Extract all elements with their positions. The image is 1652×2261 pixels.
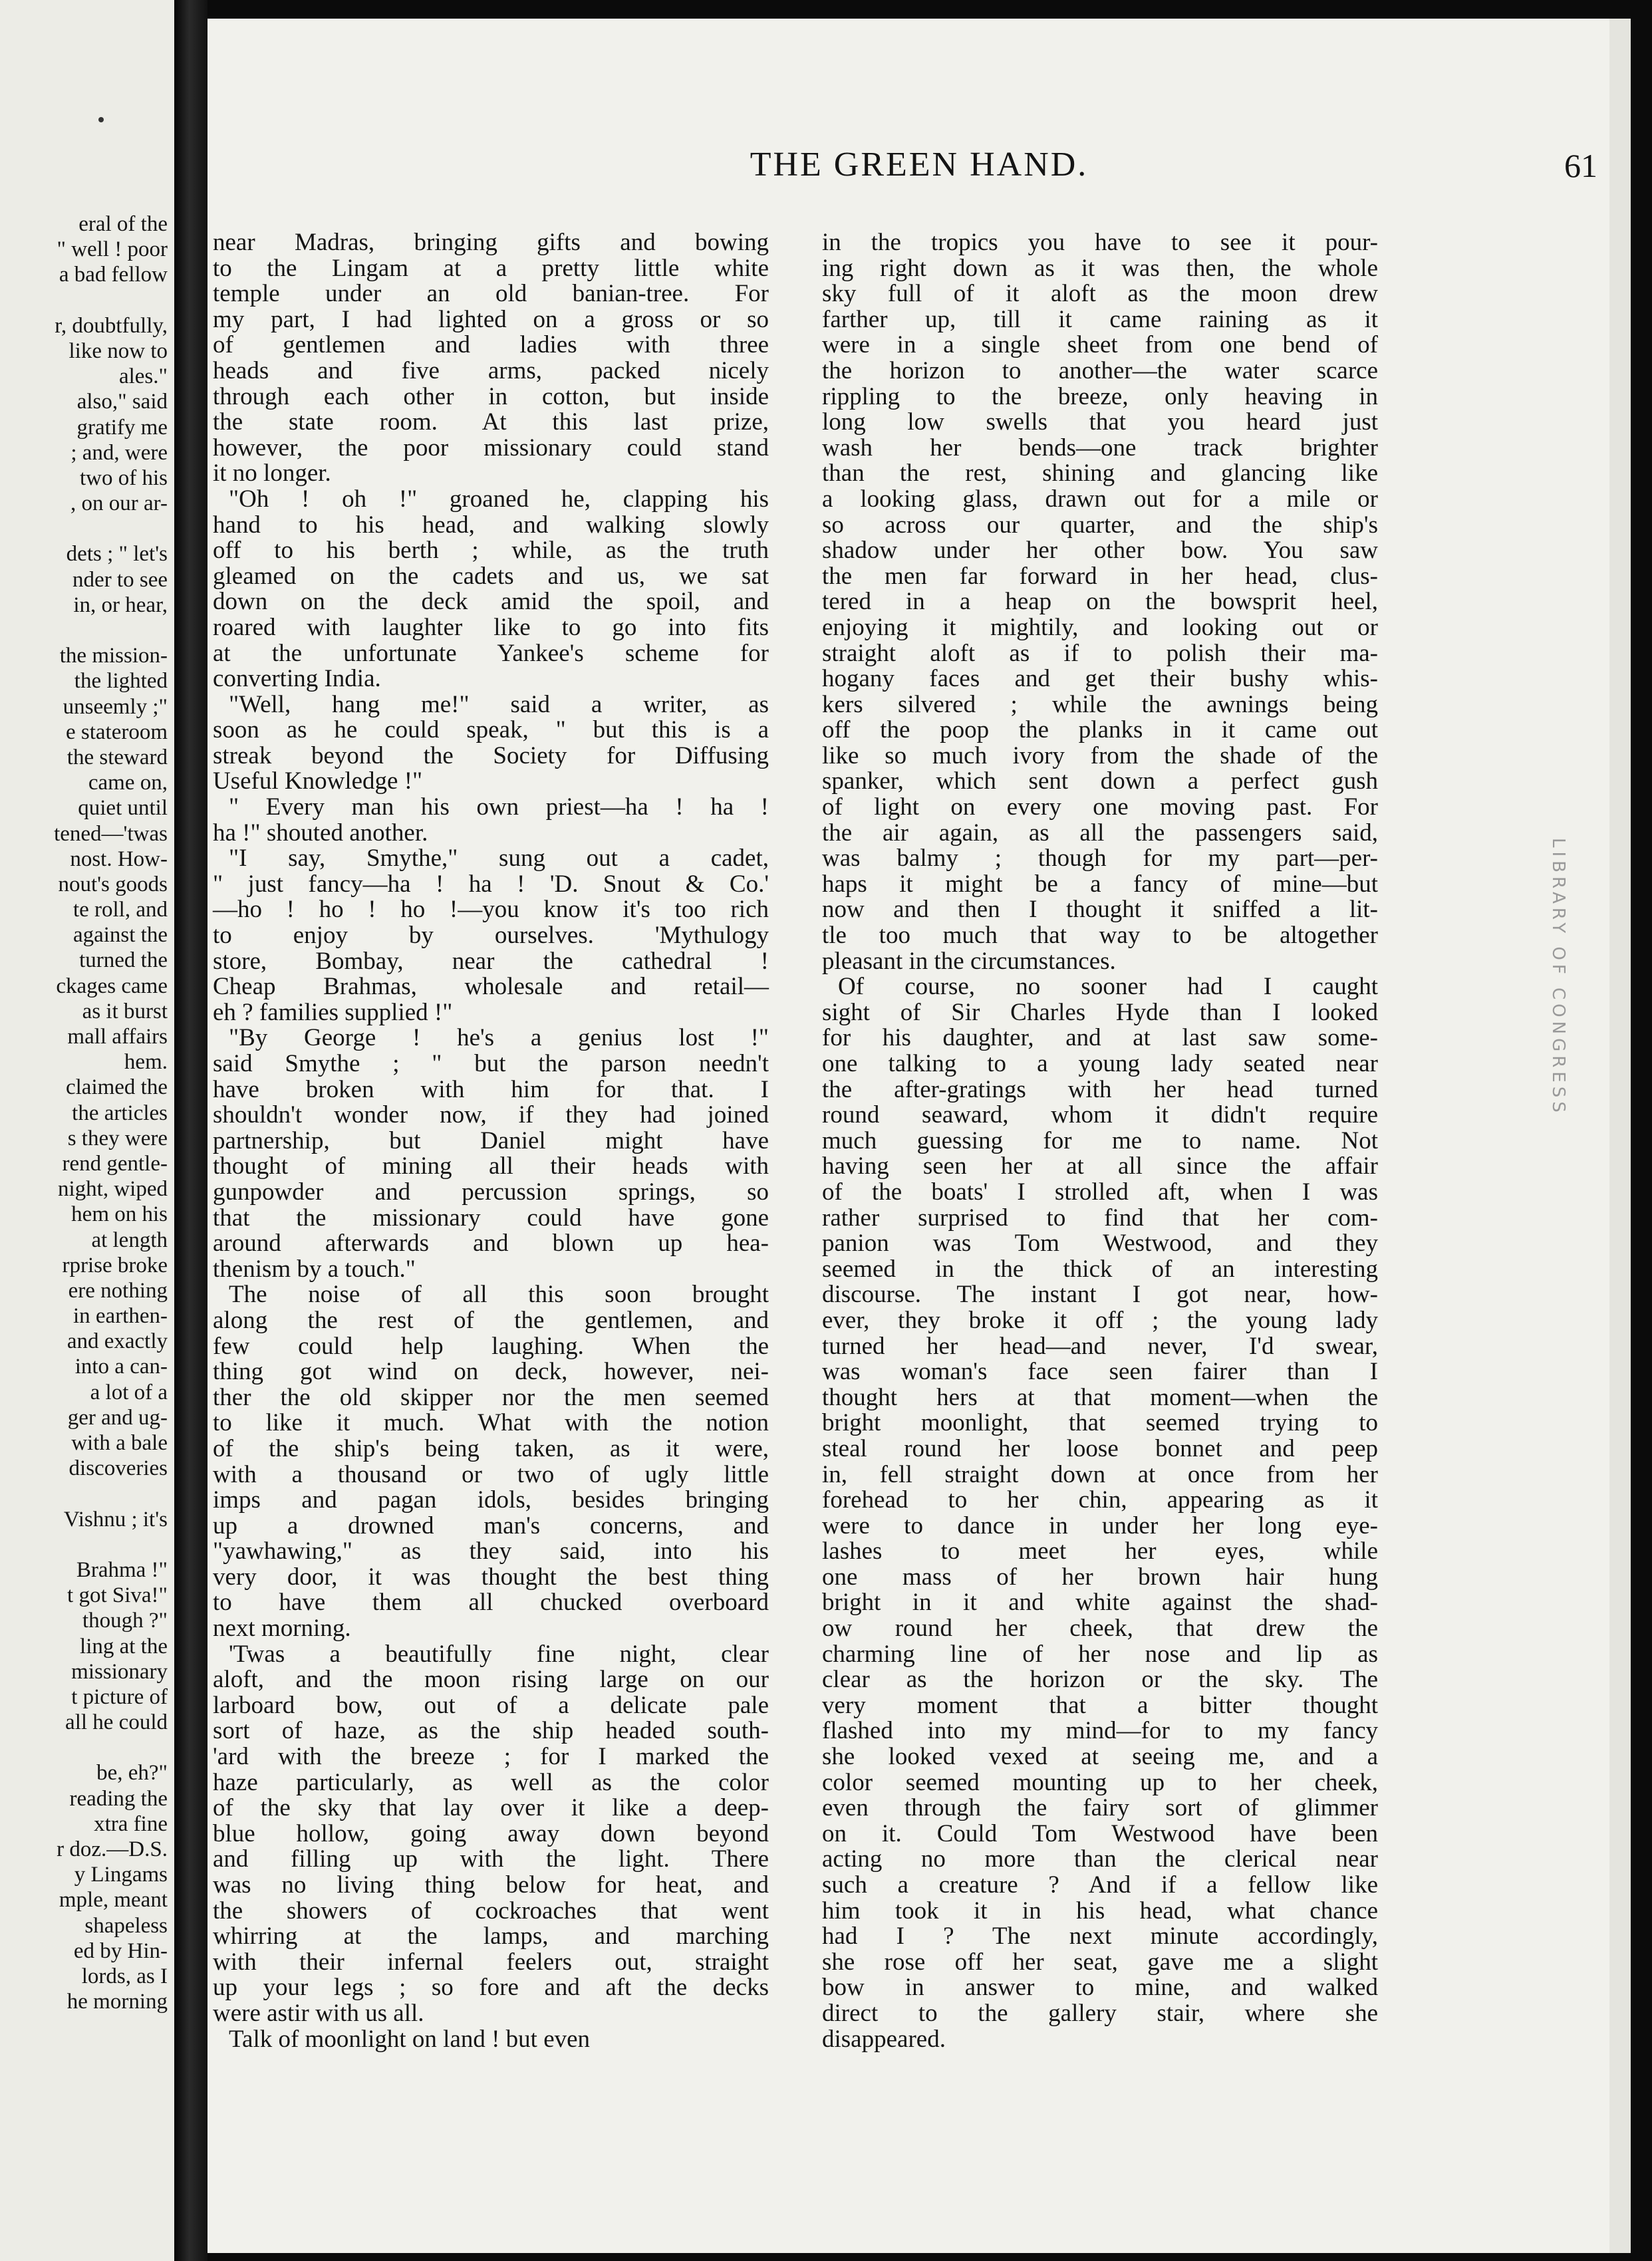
fragment-text: two of his bbox=[80, 466, 168, 490]
fragment-text: " well ! poor bbox=[57, 237, 168, 262]
fragment-text: r, doubtfully, bbox=[55, 313, 168, 338]
left-page-fragment bbox=[0, 1684, 168, 1710]
text-line: rippling to the breeze, only heaving in bbox=[822, 382, 1378, 410]
fragment-text: xtra fine bbox=[94, 1811, 168, 1836]
left-page-fragment bbox=[0, 1887, 168, 1913]
fragment-text: , on our ar- bbox=[70, 491, 168, 516]
left-page-fragment bbox=[0, 237, 168, 262]
text-line: to the Lingam at a pretty little white bbox=[213, 254, 769, 282]
text-line: were astir with us all. bbox=[213, 1999, 424, 2027]
left-page-fragment bbox=[0, 1989, 168, 2014]
left-page-fragment bbox=[0, 1659, 168, 1684]
text-line: tered in a heap on the bowsprit heel, bbox=[822, 588, 1378, 616]
left-page-fragment bbox=[0, 872, 168, 897]
fragment-text: against the bbox=[72, 923, 168, 948]
text-line: rather surprised to find that her com- bbox=[822, 1204, 1378, 1232]
fragment-text: ckages came bbox=[56, 974, 168, 998]
fragment-text: gratify me bbox=[76, 415, 168, 440]
text-line: for his daughter, and at last saw some- bbox=[822, 1024, 1378, 1052]
fragment-text: turned the bbox=[79, 948, 168, 973]
text-line: than the rest, shining and glancing like bbox=[822, 460, 1378, 487]
text-line: through each other in cotton, but inside bbox=[213, 382, 769, 410]
left-page-fragment bbox=[0, 694, 168, 720]
left-page-fragment bbox=[0, 1278, 168, 1303]
fragment-text: unseemly ;" bbox=[63, 694, 168, 719]
text-column-2 bbox=[822, 230, 1378, 2052]
text-line: thought of mining all their heads with bbox=[213, 1152, 769, 1180]
text-line: "Well, hang me!" said a writer, as bbox=[229, 690, 769, 718]
left-page-fragment bbox=[0, 1101, 168, 1126]
left-page-fragment bbox=[0, 1532, 168, 1557]
fragment-text: tened—'twas bbox=[54, 821, 168, 846]
text-line: the air again, as all the passengers said, bbox=[822, 819, 1378, 847]
text-line: thought hers at that moment—when the bbox=[822, 1383, 1378, 1411]
text-line: few could help laughing. When the bbox=[213, 1332, 769, 1360]
fragment-text: r doz.—D.S. bbox=[57, 1837, 168, 1861]
left-page-fragment bbox=[0, 1634, 168, 1659]
left-page-fragment bbox=[0, 1608, 168, 1633]
text-line: enjoying it mightily, and looking out or bbox=[822, 613, 1378, 641]
book-gutter bbox=[174, 0, 207, 2261]
text-line: hand to his head, and walking slowly bbox=[213, 511, 769, 539]
text-line: having seen her at all since the affair bbox=[822, 1152, 1378, 1180]
fragment-text: with a bale bbox=[71, 1431, 168, 1455]
left-page-fragment bbox=[0, 1024, 168, 1049]
text-line: him took it in his head, what chance bbox=[822, 1897, 1378, 1925]
left-page-fragment bbox=[0, 1380, 168, 1405]
fragment-text: s they were bbox=[67, 1126, 168, 1150]
fragment-text: t got Siva!" bbox=[67, 1583, 168, 1608]
text-line: haps it might be a fancy of mine—but bbox=[822, 870, 1378, 898]
text-line: said Smythe ; " but the parson needn't bbox=[213, 1050, 769, 1077]
fragment-text: dets ; " let's bbox=[66, 542, 168, 567]
running-head: THE GREEN HAND. bbox=[750, 146, 1089, 184]
text-line: around afterwards and blown up hea- bbox=[213, 1230, 769, 1258]
fragment-text: ales." bbox=[118, 364, 168, 389]
left-page-fragment bbox=[0, 1862, 168, 1887]
text-line: imps and pagan idols, besides bringing bbox=[213, 1486, 769, 1514]
text-line: —ho ! ho ! ho !—you know it's too rich bbox=[213, 896, 769, 924]
text-line: bright moonlight, that seemed trying to bbox=[822, 1409, 1378, 1437]
text-line: now and then I thought it sniffed a lit- bbox=[822, 896, 1378, 924]
text-line: in, fell straight down at once from her bbox=[822, 1460, 1378, 1488]
fragment-text: rend gentle- bbox=[62, 1151, 168, 1176]
text-line: however, the poor missionary could stand bbox=[213, 434, 769, 462]
left-page-fragment bbox=[0, 1228, 168, 1253]
text-line: 'Twas a beautifully fine night, clear bbox=[229, 1640, 769, 1668]
left-page-fragment bbox=[0, 770, 168, 795]
left-page-fragment bbox=[0, 593, 168, 618]
text-line: near Madras, bringing gifts and bowing bbox=[213, 229, 769, 256]
text-line: blue hollow, going away down beyond bbox=[213, 1819, 769, 1847]
ink-speck bbox=[98, 117, 104, 122]
left-page-fragment bbox=[0, 948, 168, 973]
left-page-fragment bbox=[0, 821, 168, 847]
text-line: bright in it and white against the shad- bbox=[822, 1589, 1378, 1617]
left-page-fragment bbox=[0, 1786, 168, 1811]
left-page-column bbox=[0, 211, 168, 2014]
fragment-text: mple, meant bbox=[59, 1888, 168, 1913]
text-line: hogany faces and get their bushy whis- bbox=[822, 665, 1378, 693]
text-line: off the poop the planks in it came out bbox=[822, 716, 1378, 744]
left-page bbox=[0, 0, 174, 2261]
text-line: flashed into my mind—for to my fancy bbox=[822, 1717, 1378, 1745]
text-line: Talk of moonlight on land ! but even bbox=[229, 2025, 591, 2053]
text-line: of gentlemen and ladies with three bbox=[213, 331, 769, 359]
text-line: disappeared. bbox=[822, 2025, 946, 2053]
fragment-text: ere nothing bbox=[68, 1278, 168, 1303]
text-line: like so much ivory from the shade of the bbox=[822, 741, 1378, 769]
fragment-text: hem. bbox=[124, 1050, 168, 1075]
text-line: spanker, which sent down a perfect gush bbox=[822, 767, 1378, 795]
text-line: one mass of her brown hair hung bbox=[822, 1563, 1378, 1591]
left-page-fragment bbox=[0, 1075, 168, 1100]
text-line: farther up, till it came raining as it bbox=[822, 305, 1378, 333]
text-line: aloft, and the moon rising large on our bbox=[213, 1666, 769, 1694]
left-page-fragment bbox=[0, 1811, 168, 1837]
left-page-fragment bbox=[0, 466, 168, 491]
text-line: " Every man his own priest—ha ! ha ! bbox=[229, 793, 769, 821]
text-line: round seaward, whom it didn't require bbox=[822, 1101, 1378, 1129]
text-line: very moment that a bitter thought bbox=[822, 1691, 1378, 1719]
left-page-fragment bbox=[0, 364, 168, 389]
text-line: down on the deck amid the spoil, and bbox=[213, 588, 769, 616]
text-line: shouldn't wonder now, if they had joined bbox=[213, 1101, 769, 1129]
text-line: at the unfortunate Yankee's scheme for bbox=[213, 639, 769, 667]
fragment-text: came on, bbox=[88, 771, 168, 795]
text-line: the after-gratings with her head turned bbox=[822, 1075, 1378, 1103]
fragment-text: hem on his bbox=[71, 1202, 168, 1227]
left-page-fragment bbox=[0, 338, 168, 364]
fragment-text: y Lingams bbox=[74, 1863, 168, 1887]
text-line: and filling up with the light. There bbox=[213, 1845, 769, 1873]
text-line: The noise of all this soon brought bbox=[229, 1281, 769, 1309]
left-page-fragment bbox=[0, 1303, 168, 1329]
text-line: were in a single sheet from one bend of bbox=[822, 331, 1378, 359]
text-line: one talking to a young lady seated near bbox=[822, 1050, 1378, 1077]
text-line: clear as the horizon or the sky. The bbox=[822, 1666, 1378, 1694]
text-column-1 bbox=[213, 230, 769, 2052]
left-page-fragment bbox=[0, 795, 168, 821]
text-line: the showers of cockroaches that went bbox=[213, 1897, 769, 1925]
fragment-text: and exactly bbox=[67, 1329, 168, 1354]
text-line: kers silvered ; while the awnings being bbox=[822, 690, 1378, 718]
fragment-text: ; and, were bbox=[70, 440, 168, 465]
text-line: ow round her cheek, that drew the bbox=[822, 1615, 1378, 1643]
left-page-fragment bbox=[0, 1583, 168, 1608]
fragment-text: in, or hear, bbox=[73, 593, 168, 617]
text-line: so across our quarter, and the ship's bbox=[822, 511, 1378, 539]
text-line: sight of Sir Charles Hyde than I looked bbox=[822, 998, 1378, 1026]
left-page-fragment bbox=[0, 847, 168, 872]
fragment-text: night, wiped bbox=[58, 1177, 168, 1202]
fragment-text: e stateroom bbox=[65, 720, 168, 744]
left-page-fragment bbox=[0, 1938, 168, 1964]
text-line: ing right down as it was then, the whole bbox=[822, 254, 1378, 282]
text-line: straight aloft as if to polish their ma- bbox=[822, 639, 1378, 667]
left-page-fragment bbox=[0, 389, 168, 414]
text-line: the men far forward in her head, clus- bbox=[822, 562, 1378, 590]
left-page-fragment bbox=[0, 1456, 168, 1481]
left-page-fragment bbox=[0, 1507, 168, 1532]
left-page-fragment bbox=[0, 1557, 168, 1583]
text-line: was no living thing below for heat, and bbox=[213, 1871, 769, 1899]
left-page-fragment bbox=[0, 211, 168, 237]
left-page-fragment bbox=[0, 745, 168, 770]
left-page-fragment bbox=[0, 262, 168, 287]
text-line: haze particularly, as well as the color bbox=[213, 1768, 769, 1796]
fragment-text: ger and ug- bbox=[67, 1405, 168, 1430]
text-line: whirring at the lamps, and marching bbox=[213, 1923, 769, 1950]
text-line: to like it much. What with the notion bbox=[213, 1409, 769, 1437]
text-line: steal round her loose bonnet and peep bbox=[822, 1434, 1378, 1462]
text-line: a looking glass, drawn out for a mile or bbox=[822, 485, 1378, 513]
page-number: 61 bbox=[1564, 147, 1597, 184]
text-line: it no longer. bbox=[213, 460, 331, 487]
text-line: off to his berth ; while, as the truth bbox=[213, 537, 769, 565]
fragment-text: rprise broke bbox=[62, 1253, 168, 1277]
fragment-text: discoveries bbox=[69, 1456, 168, 1481]
fragment-text: Brahma !" bbox=[76, 1557, 168, 1582]
fragment-text: the steward bbox=[67, 745, 168, 769]
library-stamp: LIBRARY OF CONGRESS bbox=[1548, 838, 1568, 1117]
text-line: have broken with him for that. I bbox=[213, 1075, 769, 1103]
text-line: Useful Knowledge !" bbox=[213, 767, 423, 795]
text-line: long low swells that you heard just bbox=[822, 408, 1378, 436]
text-line: on it. Could Tom Westwood have been bbox=[822, 1819, 1378, 1847]
text-line: eh ? families supplied !" bbox=[213, 998, 453, 1026]
left-page-fragment bbox=[0, 1710, 168, 1735]
text-line: she looked vexed at seeing me, and a bbox=[822, 1743, 1378, 1771]
text-line: store, Bombay, near the cathedral ! bbox=[213, 947, 769, 975]
text-line: wash her bends—one track brighter bbox=[822, 434, 1378, 462]
fragment-text: ed by Hin- bbox=[73, 1938, 168, 1963]
fragment-text: missionary bbox=[71, 1659, 168, 1684]
text-line: of the ship's being taken, as it were, bbox=[213, 1434, 769, 1462]
text-line: soon as he could speak, " but this is a bbox=[213, 716, 769, 744]
text-line: thing got wind on deck, however, nei- bbox=[213, 1358, 769, 1386]
text-line: acting no more than the clerical near bbox=[822, 1845, 1378, 1873]
left-page-fragment bbox=[0, 1837, 168, 1862]
fragment-text: also," said bbox=[76, 390, 168, 414]
text-line: sort of haze, as the ship headed south- bbox=[213, 1717, 769, 1745]
text-line: to enjoy by ourselves. 'Mythulogy bbox=[213, 922, 769, 950]
text-line: charming line of her nose and lip as bbox=[822, 1640, 1378, 1668]
fragment-text: shapeless bbox=[84, 1913, 168, 1938]
text-line: she rose off her seat, gave me a slight bbox=[822, 1948, 1378, 1976]
text-line: forehead to her chin, appearing as it bbox=[822, 1486, 1378, 1514]
text-line: "yawhawing," as they said, into his bbox=[213, 1537, 769, 1565]
left-page-fragment bbox=[0, 1481, 168, 1506]
text-line: bow in answer to mine, and walked bbox=[822, 1974, 1378, 2002]
text-line: thenism by a touch." bbox=[213, 1255, 416, 1283]
text-line: of light on every one moving past. For bbox=[822, 793, 1378, 821]
left-page-fragment bbox=[0, 1176, 168, 1202]
text-line: seemed in the thick of an interesting bbox=[822, 1255, 1378, 1283]
left-page-fragment bbox=[0, 974, 168, 999]
fragment-text: the articles bbox=[72, 1101, 168, 1125]
text-line: the horizon to another—the water scarce bbox=[822, 356, 1378, 384]
fragment-text: te roll, and bbox=[72, 898, 168, 922]
text-line: "By George ! he's a genius lost !" bbox=[229, 1024, 769, 1052]
text-line: ha !" shouted another. bbox=[213, 819, 428, 847]
left-page-fragment bbox=[0, 1354, 168, 1379]
fragment-text: claimed the bbox=[65, 1075, 168, 1100]
fragment-text: he morning bbox=[67, 1990, 168, 2014]
text-line: of the sky that lay over it like a deep- bbox=[213, 1794, 769, 1822]
text-line: with their infernal feelers out, straight bbox=[213, 1948, 769, 1976]
text-line: my part, I had lighted on a gross or so bbox=[213, 305, 769, 333]
text-line: shadow under her other bow. You saw bbox=[822, 537, 1378, 565]
left-page-fragment bbox=[0, 516, 168, 541]
fragment-text: nout's goods bbox=[58, 872, 168, 896]
text-line: of the boats' I strolled aft, when I was bbox=[822, 1178, 1378, 1206]
left-page-fragment bbox=[0, 643, 168, 668]
left-page-fragment bbox=[0, 922, 168, 948]
text-line: larboard bow, out of a delicate pale bbox=[213, 1691, 769, 1719]
fragment-text: like now to bbox=[69, 338, 168, 363]
fragment-text: the mission- bbox=[59, 644, 168, 668]
fragment-text: the lighted bbox=[74, 669, 168, 694]
text-line: direct to the gallery stair, where she bbox=[822, 1999, 1378, 2027]
page-edge bbox=[1609, 19, 1631, 2253]
text-line: was balmy ; though for my part—per- bbox=[822, 845, 1378, 872]
left-page-fragment bbox=[0, 1964, 168, 1989]
text-line: sky full of it aloft as the moon drew bbox=[822, 280, 1378, 308]
left-page-fragment bbox=[0, 440, 168, 466]
fragment-text: in earthen- bbox=[72, 1304, 168, 1329]
text-line: streak beyond the Society for Diffusing bbox=[213, 741, 769, 769]
text-line: with a thousand or two of ugly little bbox=[213, 1460, 769, 1488]
text-line: were to dance in under her long eye- bbox=[822, 1512, 1378, 1539]
left-page-fragment bbox=[0, 1405, 168, 1430]
text-line: temple under an old banian-tree. For bbox=[213, 280, 769, 308]
fragment-text: Vishnu ; it's bbox=[63, 1507, 168, 1531]
text-line: 'ard with the breeze ; for I marked the bbox=[213, 1743, 769, 1771]
left-page-fragment bbox=[0, 668, 168, 694]
left-page-fragment bbox=[0, 618, 168, 643]
left-page-fragment bbox=[0, 1049, 168, 1075]
text-line: converting India. bbox=[213, 665, 381, 693]
left-page-fragment bbox=[0, 1202, 168, 1227]
text-line: "Oh ! oh !" groaned he, clapping his bbox=[229, 485, 769, 513]
left-page-fragment bbox=[0, 491, 168, 516]
left-page-fragment bbox=[0, 1760, 168, 1786]
fragment-text: a lot of a bbox=[90, 1380, 168, 1404]
text-line: gunpowder and percussion springs, so bbox=[213, 1178, 769, 1206]
text-line: that the missionary could have gone bbox=[213, 1204, 769, 1232]
fragment-text: nost. How- bbox=[70, 847, 168, 871]
fragment-text: though ?" bbox=[82, 1609, 168, 1633]
fragment-text: as it burst bbox=[82, 999, 168, 1023]
left-page-fragment bbox=[0, 541, 168, 567]
text-line: the state room. At this last prize, bbox=[213, 408, 769, 436]
fragment-text: eral of the bbox=[78, 212, 168, 236]
text-line: ever, they broke it off ; the young lady bbox=[822, 1306, 1378, 1334]
text-line: ther the old skipper nor the men seemed bbox=[213, 1383, 769, 1411]
text-line: much guessing for me to name. Not bbox=[822, 1127, 1378, 1154]
text-line: " just fancy—ha ! ha ! 'D. Snout & Co.' bbox=[213, 870, 769, 898]
fragment-text: mall affairs bbox=[67, 1025, 168, 1049]
text-line: along the rest of the gentlemen, and bbox=[213, 1306, 769, 1334]
text-line: had I ? The next minute accordingly, bbox=[822, 1923, 1378, 1950]
text-line: discourse. The instant I got near, how- bbox=[822, 1281, 1378, 1309]
text-line: panion was Tom Westwood, and they bbox=[822, 1230, 1378, 1258]
fragment-text: quiet until bbox=[78, 796, 168, 821]
text-line: Cheap Brahmas, wholesale and retail— bbox=[213, 973, 769, 1001]
text-line: very door, it was thought the best thing bbox=[213, 1563, 769, 1591]
left-page-fragment bbox=[0, 1430, 168, 1456]
text-line: up a drowned man's concerns, and bbox=[213, 1512, 769, 1539]
left-page-fragment bbox=[0, 999, 168, 1024]
left-page-fragment bbox=[0, 1735, 168, 1760]
text-line: Of course, no sooner had I caught bbox=[838, 973, 1378, 1001]
left-page-fragment bbox=[0, 288, 168, 313]
text-line: next morning. bbox=[213, 1615, 351, 1643]
text-line: to have them all chucked overboard bbox=[213, 1589, 769, 1617]
fragment-text: lords, as I bbox=[81, 1964, 168, 1988]
text-line: pleasant in the circumstances. bbox=[822, 947, 1116, 975]
text-line: gleamed on the cadets and us, we sat bbox=[213, 562, 769, 590]
fragment-text: a bad fellow bbox=[59, 263, 168, 287]
text-line: lashes to meet her eyes, while bbox=[822, 1537, 1378, 1565]
fragment-text: reading the bbox=[69, 1786, 168, 1811]
left-page-fragment bbox=[0, 720, 168, 745]
left-page-fragment bbox=[0, 567, 168, 593]
left-page-fragment bbox=[0, 1151, 168, 1176]
text-line: tle too much that way to be altogether bbox=[822, 922, 1378, 950]
left-page-fragment bbox=[0, 313, 168, 338]
left-page-fragment bbox=[0, 1913, 168, 1938]
text-line: even through the fairy sort of glimmer bbox=[822, 1794, 1378, 1822]
fragment-text: be, eh?" bbox=[96, 1761, 168, 1786]
left-page-fragment bbox=[0, 897, 168, 922]
left-page-fragment bbox=[0, 1329, 168, 1354]
left-page-fragment bbox=[0, 1126, 168, 1151]
text-line: was woman's face seen fairer than I bbox=[822, 1358, 1378, 1386]
right-page bbox=[207, 19, 1631, 2253]
text-line: turned her head—and never, I'd swear, bbox=[822, 1332, 1378, 1360]
fragment-text: t picture of bbox=[71, 1684, 168, 1709]
fragment-text: nder to see bbox=[72, 567, 168, 592]
fragment-text: all he could bbox=[65, 1710, 168, 1735]
left-page-fragment bbox=[0, 1253, 168, 1278]
fragment-text: ling at the bbox=[80, 1634, 168, 1659]
left-page-fragment bbox=[0, 415, 168, 440]
text-line: color seemed mounting up to her cheek, bbox=[822, 1768, 1378, 1796]
text-line: such a creature ? And if a fellow like bbox=[822, 1871, 1378, 1899]
fragment-text: at length bbox=[91, 1228, 168, 1252]
text-line: partnership, but Daniel might have bbox=[213, 1127, 769, 1154]
text-line: heads and five arms, packed nicely bbox=[213, 356, 769, 384]
text-line: up your legs ; so fore and aft the decks bbox=[213, 1974, 769, 2002]
fragment-text: into a can- bbox=[74, 1355, 168, 1379]
text-line: roared with laughter like to go into fits bbox=[213, 613, 769, 641]
text-line: "I say, Smythe," sung out a cadet, bbox=[229, 845, 769, 872]
text-line: in the tropics you have to see it pour- bbox=[822, 229, 1378, 256]
